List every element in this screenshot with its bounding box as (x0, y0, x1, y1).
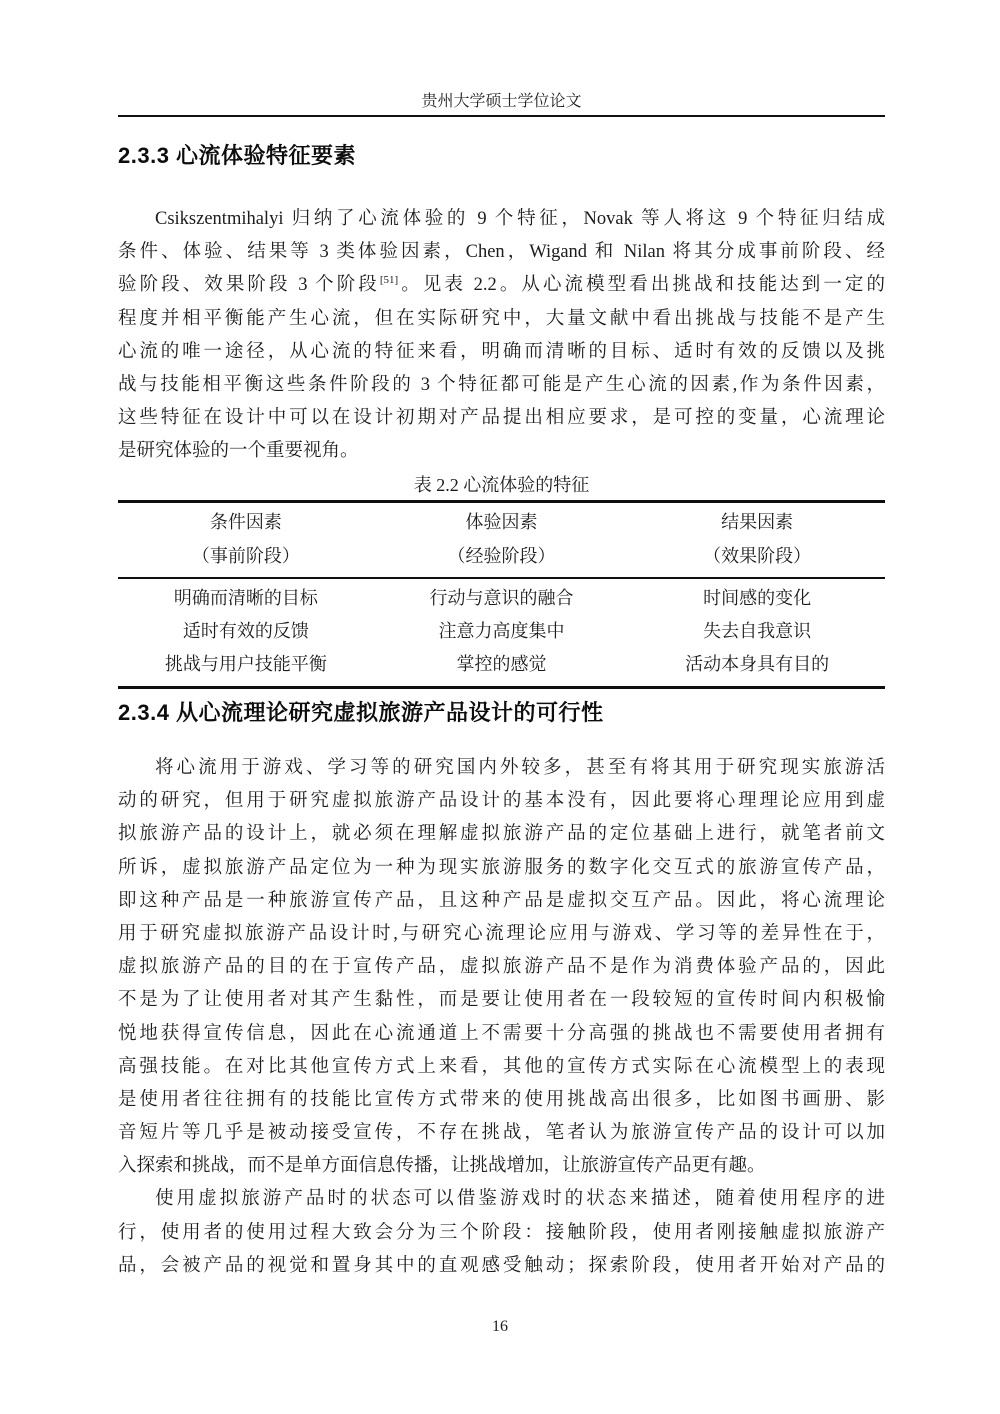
table-caption: 表 2.2 心流体验的特征 (413, 475, 590, 495)
table-row (118, 582, 885, 615)
text-line: 条件、体验、结果等 3 类体验因素，Chen，Wigand 和 Nilan 将其分成事前阶段、经 (118, 242, 885, 263)
header-cell: （经验阶段） (447, 546, 556, 566)
paragraphs-section-234 (118, 752, 885, 1283)
section-heading-2-3-4: 2.3.4 从心流理论研究虚拟旅游产品设计的可行性 (118, 700, 604, 725)
text-line: Csikszentmihalyi 归纳了心流体验的 9 个特征，Novak 等人将这 9 个特征归结成 (155, 209, 885, 229)
header-cell: 条件因素 (209, 512, 282, 532)
text-line: 即这种产品是一种旅游宣传产品，且这种产品是虚拟交互产品。因此，将心流理论 (118, 890, 885, 911)
table-cell: 失去自我意识 (703, 621, 812, 641)
table-cell: 适时有效的反馈 (182, 621, 309, 641)
header-cell: 体验因素 (465, 512, 538, 532)
text-line: 将心流用于游戏、学习等的研究国内外较多，甚至有将其用于研究现实旅游活 (155, 758, 885, 778)
table-cell: 挑战与用户技能平衡 (164, 654, 327, 674)
header-cell: 结果因素 (721, 512, 794, 532)
text-line: 不是为了让使用者对其产生黏性，而是要让使用者在一段较短的宣传时间内积极愉 (118, 990, 885, 1011)
paragraph-section-233 (118, 203, 885, 469)
text-line: 行，使用者的使用过程大致会分为三个阶段：接触阶段，使用者刚接触虚拟旅游产 (118, 1222, 885, 1243)
section-heading-2-3-3: 2.3.3 心流体验特征要素 (118, 143, 357, 168)
text-line: 用于研究虚拟旅游产品设计时,与研究心流理论应用与游戏、学习等的差异性在于， (118, 923, 885, 944)
table-cell: 明确而清晰的目标 (173, 588, 318, 608)
text-line: 心流的唯一途径，从心流的特征来看，明确而清晰的目标、适时有效的反馈以及挑 (118, 341, 885, 362)
header-cell: （事前阶段） (191, 546, 300, 566)
running-header: 贵州大学硕士学位论文 (421, 93, 582, 110)
citation-post-text: 。见表 2.2。从心流模型看出挑战和技能达到一定的 (398, 275, 885, 296)
text-line: 是研究体验的一个重要视角。 (118, 441, 359, 462)
text-line-with-citation (118, 269, 885, 302)
text-line: 品，会被产品的视觉和置身其中的直观感受触动；探索阶段，使用者开始对产品的 (118, 1255, 885, 1276)
text-line: 是使用者往往拥有的技能比宣传方式带来的使用挑战高出很多，比如图书画册、影 (118, 1089, 885, 1110)
table-body (118, 579, 885, 686)
citation-reference-51: [51] (379, 274, 399, 287)
table-flow-characteristics (118, 500, 885, 689)
table-cell: 掌控的感觉 (456, 654, 547, 674)
table-row (118, 615, 885, 648)
text-line: 入探索和挑战，而不是单方面信息传播，让挑战增加，让旅游宣传产品更有趣。 (118, 1156, 766, 1177)
citation-pre-text: 验阶段、效果阶段 3 个阶段 (118, 275, 380, 296)
header-rule (118, 115, 885, 117)
table-cell: 注意力高度集中 (438, 621, 565, 641)
table-header-row-factors (118, 505, 885, 539)
page-number: 16 (492, 1318, 508, 1335)
text-line: 使用虚拟旅游产品时的状态可以借鉴游戏时的状态来描述，随着使用程序的进 (155, 1189, 885, 1210)
text-line: 虚拟旅游产品的目的在于宣传产品，虚拟旅游产品不是作为消费体验产品的，因此 (118, 957, 885, 978)
table-cell: 行动与意识的融合 (429, 588, 574, 608)
text-line: 动的研究，但用于研究虚拟旅游产品设计的基本没有，因此要将心理理论应用到虚 (118, 791, 885, 812)
table-row (118, 648, 885, 681)
text-line: 这些特征在设计中可以在设计初期对产品提出相应要求，是可控的变量，心流理论 (118, 408, 885, 429)
table-header (118, 503, 885, 579)
text-line: 高强技能。在对比其他宣传方式上来看，其他的宣传方式实际在心流模型上的表现 (118, 1056, 885, 1077)
text-line: 拟旅游产品的设计上，就必须在理解虚拟旅游产品的定位基础上进行，就笔者前文 (118, 824, 885, 845)
table-header-row-stages (118, 539, 885, 573)
text-line: 战与技能相平衡这些条件阶段的 3 个特征都可能是产生心流的因素,作为条件因素， (118, 374, 885, 395)
table-cell: 活动本身具有目的 (685, 654, 830, 674)
text-line: 悦地获得宣传信息，因此在心流通道上不需要十分高强的挑战也不需要使用者拥有 (118, 1023, 885, 1044)
text-line: 程度并相平衡能产生心流，但在实际研究中，大量文献中看出挑战与技能不是产生 (118, 308, 885, 329)
table-cell: 时间感的变化 (703, 588, 812, 608)
header-cell: （效果阶段） (703, 546, 812, 566)
text-line: 所诉，虚拟旅游产品定位为一种为现实旅游服务的数字化交互式的旅游宣传产品， (118, 857, 885, 878)
text-line: 音短片等几乎是被动接受宣传，不存在挑战，笔者认为旅游宣传产品的设计可以加 (118, 1123, 885, 1144)
